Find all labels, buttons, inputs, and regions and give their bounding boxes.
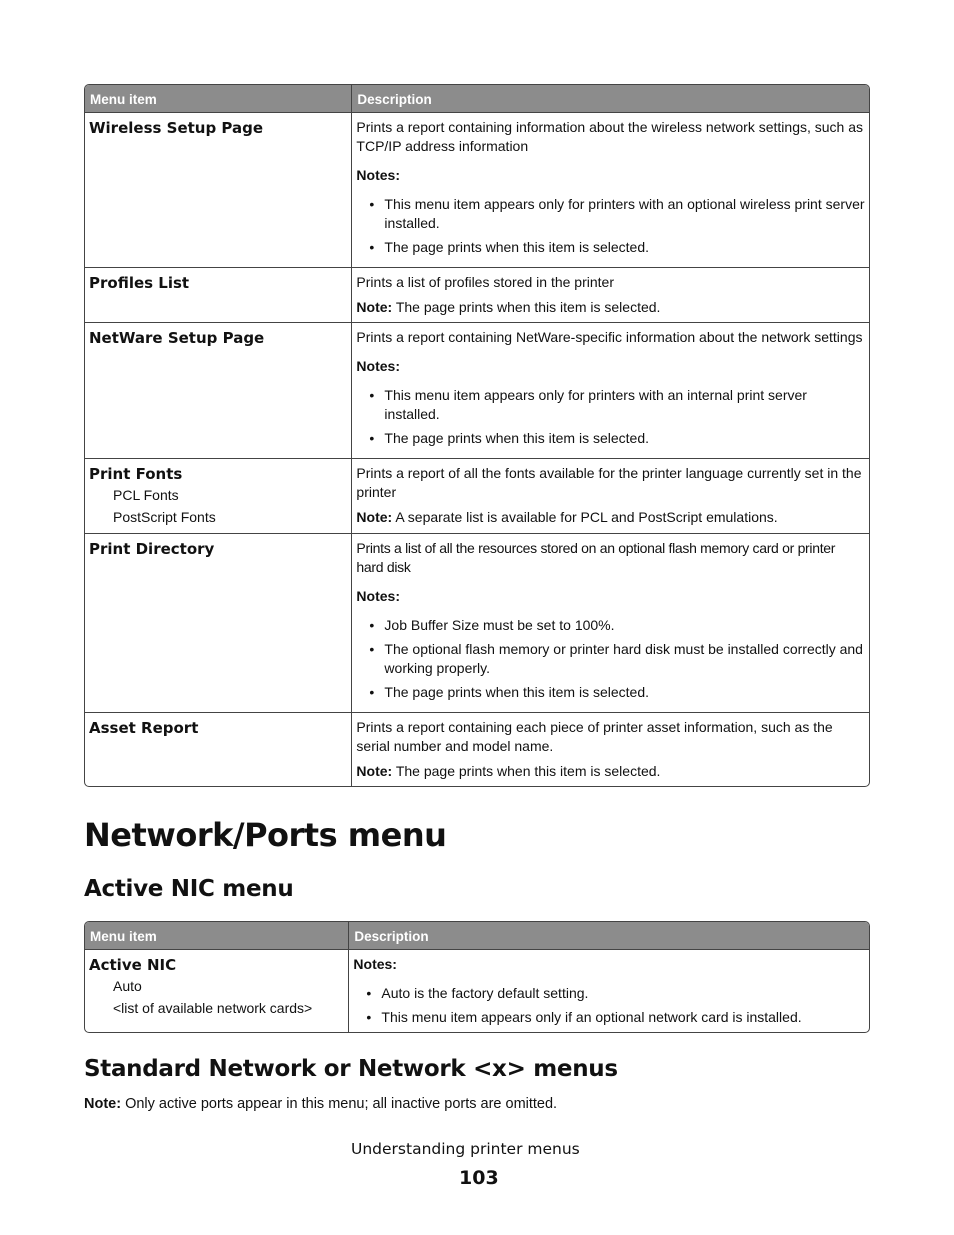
note-label: Note: — [356, 299, 393, 315]
note-bullet: • The page prints when this item is selected. — [356, 238, 865, 257]
page-note — [84, 1096, 557, 1112]
note-bullet: • The optional flash memory or printer hard disk must be installed correctly and working properly. — [356, 640, 865, 678]
section-title: Network/Ports menu — [84, 816, 447, 854]
notes-label: Notes: — [356, 358, 400, 374]
notes-label: Notes: — [356, 167, 400, 183]
item-description: Prints a report of all the fonts available for the printer language currently set in the printer — [356, 465, 862, 500]
subsection-title-standard-network: Standard Network or Network <x> menus — [84, 1056, 618, 1082]
active-nic-table — [84, 921, 870, 1033]
menu-item-name: Print Fonts — [89, 465, 183, 483]
table-row — [85, 712, 869, 786]
sub-item: Auto — [113, 978, 142, 994]
note-text: The page prints when this item is selected. — [395, 299, 661, 315]
table-row — [85, 267, 869, 322]
menu-item-name: Print Directory — [89, 540, 215, 558]
item-description: Prints a list of all the resources stored on an optional flash memory card or printer hard disk — [356, 540, 836, 575]
column-header-description: Description — [352, 85, 869, 113]
note-bullet: • This menu item appears only if an optional network card is installed. — [353, 1008, 865, 1027]
note-bullet: • This menu item appears only for printers with an internal print server installed. — [356, 386, 865, 424]
note-text: The page prints when this item is selected. — [395, 763, 661, 779]
table-row — [85, 458, 869, 533]
sub-item: <list of available network cards> — [113, 1000, 313, 1016]
table-row — [85, 322, 869, 458]
item-description: Prints a report containing NetWare-specific information about the network settings — [356, 329, 863, 345]
note-bullet: • This menu item appears only for printers with an optional wireless print server installed. — [356, 195, 865, 233]
chapter-title: Understanding printer menus — [351, 1140, 580, 1158]
note-bullet: • The page prints when this item is selected. — [356, 429, 865, 448]
menu-item-name: Active NIC — [89, 956, 177, 974]
note-bullet: • Auto is the factory default setting. — [353, 984, 865, 1003]
note-label: Note: — [356, 763, 393, 779]
menu-item-name: Asset Report — [89, 719, 199, 737]
sub-item: PCL Fonts — [113, 487, 179, 503]
note-label: Note: — [84, 1096, 122, 1112]
table-row — [85, 950, 869, 1032]
note-text: A separate list is available for PCL and PostScript emulations. — [395, 509, 778, 525]
column-header-menu-item: Menu item — [85, 922, 349, 950]
column-header-menu-item: Menu item — [85, 85, 352, 113]
page-number: 103 — [459, 1167, 499, 1189]
item-description: Prints a list of profiles stored in the printer — [356, 274, 614, 290]
table-row — [85, 533, 869, 712]
menu-item-name: Wireless Setup Page — [89, 119, 264, 137]
item-description: Prints a report containing information about the wireless network settings, such as TCP/IP address information — [356, 119, 864, 154]
menu-item-name: NetWare Setup Page — [89, 329, 265, 347]
notes-label: Notes: — [356, 588, 400, 604]
note-label: Note: — [356, 509, 393, 525]
table-row — [85, 113, 869, 267]
notes-label: Notes: — [353, 956, 397, 972]
column-header-description: Description — [349, 922, 869, 950]
menu-item-name: Profiles List — [89, 274, 190, 292]
menu-items-table — [84, 84, 870, 787]
note-bullet: • The page prints when this item is selected. — [356, 683, 865, 702]
note-bullet: • Job Buffer Size must be set to 100%. — [356, 616, 865, 635]
note-text: Only active ports appear in this menu; all inactive ports are omitted. — [125, 1096, 558, 1112]
subsection-title-active-nic: Active NIC menu — [84, 876, 294, 902]
item-description: Prints a report containing each piece of printer asset information, such as the serial number and model name. — [356, 719, 833, 754]
sub-item: PostScript Fonts — [113, 509, 216, 525]
